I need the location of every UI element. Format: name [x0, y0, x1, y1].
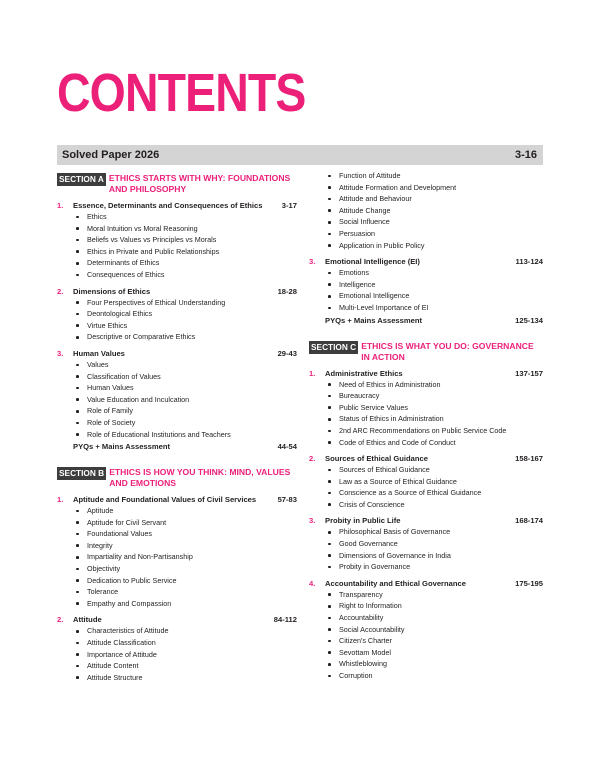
topic-item: Accountability: [325, 612, 543, 624]
page-title: CONTENTS: [57, 63, 306, 123]
section-b-header: [57, 466, 297, 489]
topic-item: Role of Family: [73, 405, 297, 417]
chapter-entry[interactable]: [309, 454, 543, 464]
topic-item: Emotional Intelligence: [325, 290, 543, 302]
chapter-title: Dimensions of Ethics: [73, 286, 151, 296]
chapter-title: Administrative Ethics: [325, 368, 403, 378]
chapter-pages: 57-83: [277, 495, 297, 505]
chapter-pages: 175-195: [515, 578, 543, 588]
chapter-number: 3.: [57, 348, 64, 358]
section-badge: SECTION B: [59, 468, 105, 479]
topic-item: 2nd ARC Recommendations on Public Service Code: [325, 425, 543, 437]
section-badge: SECTION C: [311, 341, 357, 352]
topic-item: Emotions: [325, 267, 543, 279]
topic-item: Attitude and Behaviour: [325, 193, 543, 205]
topic-item: Bureaucracy: [325, 390, 543, 402]
chapter-entry[interactable]: [57, 201, 297, 211]
chapter-title: Accountability and Ethical Governance: [325, 578, 466, 588]
pyq-entry[interactable]: [73, 442, 297, 452]
topic-item: Human Values: [73, 382, 297, 394]
solved-paper-bar[interactable]: [57, 145, 543, 165]
topic-list: [57, 505, 297, 609]
topic-item: Dimensions of Governance in India: [325, 550, 543, 562]
topic-item: Value Education and Inculcation: [73, 394, 297, 406]
chapter-number: 3.: [309, 257, 316, 267]
chapter-pages: 168-174: [515, 516, 543, 526]
topic-item: Four Perspectives of Ethical Understanding: [73, 297, 297, 309]
section-title: ETHICS IS WHAT YOU DO: GOVERNANCE IN ACTION: [361, 340, 534, 362]
topic-item: Consequences of Ethics: [73, 269, 297, 281]
chapter-title: Sources of Ethical Guidance: [325, 454, 428, 464]
chapter-entry[interactable]: [309, 369, 543, 379]
topic-item: Deontological Ethics: [73, 308, 297, 320]
chapter-entry[interactable]: [57, 615, 297, 625]
pyq-label: PYQs + Mains Assessment: [73, 442, 171, 452]
chapter-number: 1.: [57, 201, 64, 210]
chapter-title: Essence, Determinants and Consequences of Ethics: [73, 201, 263, 210]
chapter-pages: 158-167: [515, 454, 543, 464]
pyq-pages: 125-134: [515, 315, 543, 325]
topic-item: Code of Ethics and Code of Conduct: [325, 437, 543, 449]
solved-paper-label: Solved Paper 2026: [62, 149, 160, 161]
topic-item: Multi-Level Importance of EI: [325, 302, 543, 314]
topic-item: Impartiality and Non-Partisanship: [73, 551, 297, 563]
pyq-label: PYQs + Mains Assessment: [325, 315, 423, 325]
left-column: [57, 172, 297, 683]
chapter-title: Human Values: [73, 348, 125, 358]
topic-item: Tolerance: [73, 586, 297, 598]
chapter-entry[interactable]: [309, 516, 543, 526]
topic-item: Probity in Governance: [325, 561, 543, 573]
topic-item: Empathy and Compassion: [73, 598, 297, 610]
chapter-number: 3.: [309, 516, 316, 526]
chapter-entry[interactable]: [57, 495, 297, 505]
topic-item: Attitude Structure: [73, 672, 297, 684]
chapter-number: 2.: [57, 615, 64, 625]
section-a-header: [57, 172, 297, 195]
topic-item: Social Influence: [325, 216, 543, 228]
topic-list: [57, 359, 297, 440]
chapter-entry[interactable]: [57, 349, 297, 359]
topic-list: [57, 297, 297, 343]
topic-item: Whistleblowing: [325, 658, 543, 670]
topic-item: Role of Educational Institutions and Teachers: [73, 429, 297, 441]
chapter-entry[interactable]: [309, 579, 543, 589]
topic-item: Descriptive or Comparative Ethics: [73, 331, 297, 343]
solved-paper-pages: 3-16: [514, 149, 537, 161]
topic-item: Philosophical Basis of Governance: [325, 526, 543, 538]
topic-item: Attitude Classification: [73, 637, 297, 649]
topic-item: Dedication to Public Service: [73, 575, 297, 587]
section-c-header: [309, 340, 543, 363]
chapter-pages: 29-43: [277, 348, 297, 358]
chapter-number: 2.: [57, 286, 64, 296]
topic-item: Attitude Formation and Development: [325, 182, 543, 194]
topic-item: Sevottam Model: [325, 647, 543, 659]
topic-item: Corruption: [325, 670, 543, 682]
topic-item: Role of Society: [73, 417, 297, 429]
topic-item: Virtue Ethics: [73, 320, 297, 332]
chapter-pages: 137-157: [515, 368, 543, 378]
topic-item: Need of Ethics in Administration: [325, 379, 543, 391]
topic-item: Importance of Attitude: [73, 649, 297, 661]
chapter-pages: 84-112: [273, 615, 297, 625]
topic-item: Ethics in Private and Public Relationships: [73, 246, 297, 258]
topic-list: [309, 464, 543, 510]
topic-item: Status of Ethics in Administration: [325, 413, 543, 425]
topic-list: [57, 625, 297, 683]
chapter-entry[interactable]: [57, 287, 297, 297]
chapter-entry[interactable]: [309, 257, 543, 267]
topic-item: Persuasion: [325, 228, 543, 240]
topic-list: [309, 589, 543, 682]
topic-item: Determinants of Ethics: [73, 257, 297, 269]
topic-item: Sources of Ethical Guidance: [325, 464, 543, 476]
topic-item: Ethics: [73, 211, 297, 223]
section-badge: SECTION A: [59, 174, 104, 184]
chapter-title: Attitude: [73, 615, 102, 625]
topic-item: Application in Public Policy: [325, 240, 543, 252]
topic-item: Good Governance: [325, 538, 543, 550]
chapter-number: 1.: [309, 368, 316, 378]
chapter-title: Probity in Public Life: [325, 516, 401, 526]
topic-item: Attitude Change: [325, 205, 543, 217]
topic-item: Conscience as a Source of Ethical Guidance: [325, 487, 543, 499]
chapter-title: Aptitude and Foundational Values of Civil Services: [73, 495, 257, 505]
topic-item: Attitude Content: [73, 660, 297, 672]
topic-list: [57, 211, 297, 281]
right-column: [309, 172, 543, 682]
chapter-title: Emotional Intelligence (EI): [325, 257, 420, 267]
chapter-pages: 18-28: [277, 286, 297, 296]
topic-item: Social Accountability: [325, 624, 543, 636]
topic-item: Classification of Values: [73, 371, 297, 383]
topic-item: Aptitude for Civil Servant: [73, 517, 297, 529]
topic-list: [309, 379, 543, 449]
pyq-pages: 44-54: [277, 442, 297, 452]
topic-item: Law as a Source of Ethical Guidance: [325, 476, 543, 488]
topic-item: Moral Intuition vs Moral Reasoning: [73, 223, 297, 235]
pyq-entry[interactable]: [325, 316, 543, 326]
section-title: ETHICS STARTS WITH WHY: FOUNDATIONS AND PHILOSOPHY: [108, 173, 291, 194]
topic-item: Foundational Values: [73, 528, 297, 540]
topic-item: Right to Information: [325, 600, 543, 612]
chapter-number: 2.: [309, 454, 316, 464]
topic-list: [309, 526, 543, 572]
topic-item: Public Service Values: [325, 402, 543, 414]
topic-item: Intelligence: [325, 279, 543, 291]
chapter-number: 1.: [57, 495, 64, 505]
topic-item: Values: [73, 359, 297, 371]
topic-item: Transparency: [325, 589, 543, 601]
topic-item: Aptitude: [73, 505, 297, 517]
section-title: ETHICS IS HOW YOU THINK: MIND, VALUES AND EMOTIONS: [109, 467, 291, 489]
chapter-pages: 113-124: [515, 257, 543, 267]
chapter-pages: 3-17: [281, 201, 297, 210]
topic-item: Beliefs vs Values vs Principles vs Morals: [73, 234, 297, 246]
topic-list: [309, 170, 543, 251]
topic-item: Crisis of Conscience: [325, 499, 543, 511]
topic-item: Objectivity: [73, 563, 297, 575]
topic-list: [309, 267, 543, 313]
topic-item: Integrity: [73, 540, 297, 552]
topic-item: Function of Attitude: [325, 170, 543, 182]
topic-item: Citizen's Charter: [325, 635, 543, 647]
topic-item: Characteristics of Attitude: [73, 625, 297, 637]
chapter-number: 4.: [309, 578, 316, 588]
